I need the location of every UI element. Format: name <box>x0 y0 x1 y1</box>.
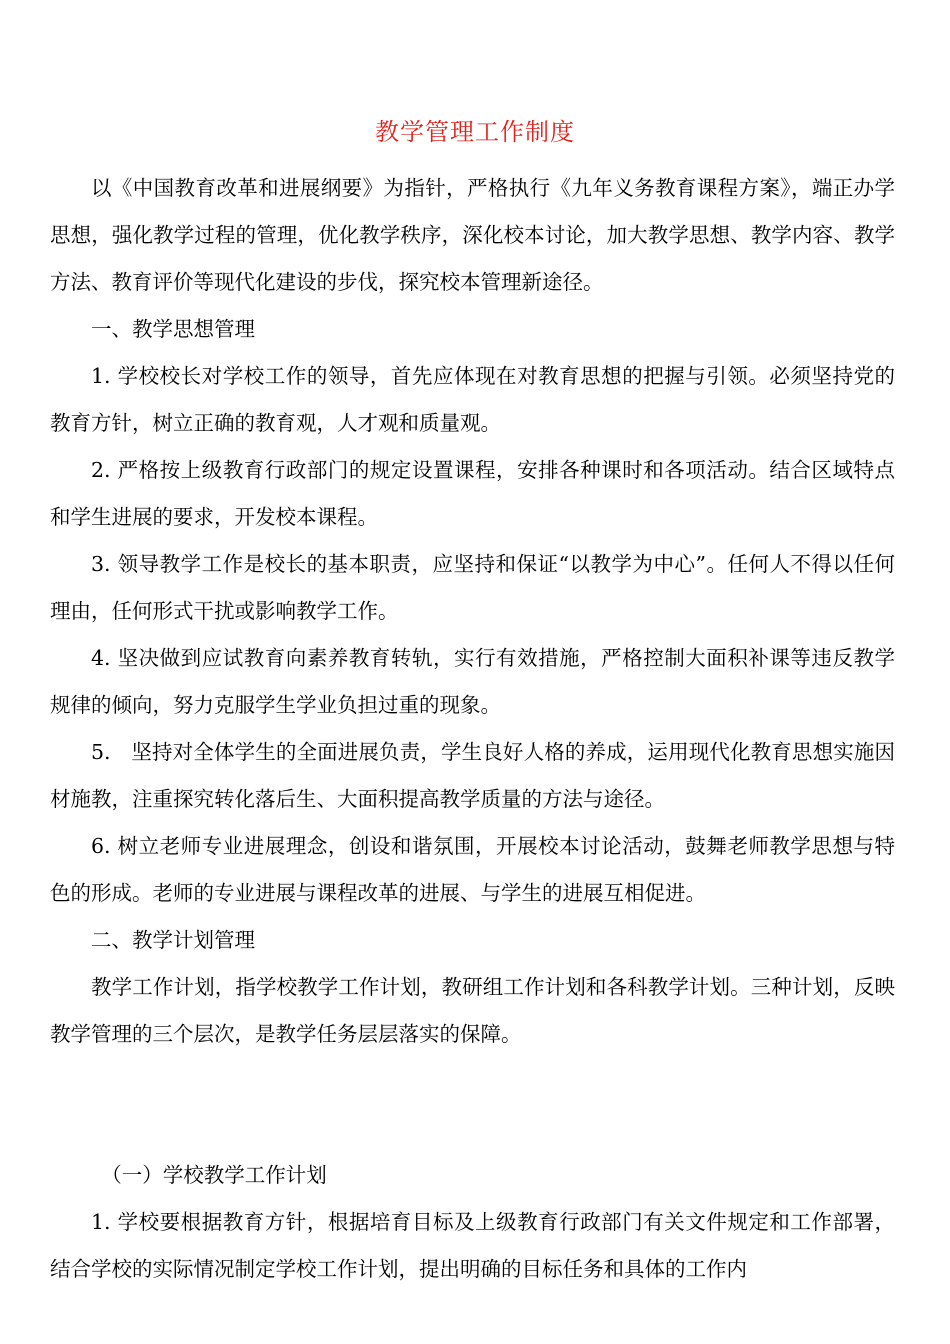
list-item: 6. 树立老师专业进展理念，创设和谐氛围，开展校本讨论活动，鼓舞老师教学思想与特色的形成。老师的专业进展与课程改革的进展、与学生的进展互相促进。 <box>50 834 895 905</box>
list-item: 3. 领导教学工作是校长的基本职责，应坚持和保证“以教学为中心”。任何人不得以任何理由，任何形式干扰或影响教学工作。 <box>50 552 895 623</box>
section-heading-teaching-plan: 二、教学计划管理 <box>91 928 255 952</box>
list-item: 4. 坚决做到应试教育向素养教育转轨，实行有效措施，严格控制大面积补课等违反教学规律的倾向，努力克服学生学业负担过重的现象。 <box>50 646 895 717</box>
list-item: 5. 坚持对全体学生的全面进展负责，学生良好人格的养成，运用现代化教育思想实施因材施教，注重探究转化落后生、大面积提高教学质量的方法与途径。 <box>50 740 895 811</box>
subsection-heading-school-plan: （一）学校教学工作计划 <box>101 1163 327 1187</box>
body-paragraph: 教学工作计划，指学校教学工作计划，教研组工作计划和各科教学计划。三种计划，反映教学管理的三个层次，是教学任务层层落实的保障。 <box>50 975 895 1046</box>
document-title: 教学管理工作制度 <box>375 118 575 146</box>
document-body <box>50 165 895 1293</box>
section-heading-teaching-thought: 一、教学思想管理 <box>91 317 255 341</box>
intro-paragraph: 以《中国教育改革和进展纲要》为指针，严格执行《九年义务教育课程方案》，端正办学思想，强化教学过程的管理，优化教学秩序，深化校本讨论，加大教学思想、教学内容、教学方法、教育评价等现代化建设的步伐，探究校本管理新途径。 <box>50 176 895 294</box>
list-item: 1. 学校要根据教育方针，根据培育目标及上级教育行政部门有关文件规定和工作部署，结合学校的实际情况制定学校工作计划，提出明确的目标任务和具体的工作内 <box>50 1210 895 1281</box>
list-item: 2. 严格按上级教育行政部门的规定设置课程，安排各种课时和各项活动。结合区域特点和学生进展的要求，开发校本课程。 <box>50 458 895 529</box>
list-item: 1. 学校校长对学校工作的领导，首先应体现在对教育思想的把握与引领。必须坚持党的教育方针，树立正确的教育观，人才观和质量观。 <box>50 364 895 435</box>
spacer <box>50 1058 895 1152</box>
